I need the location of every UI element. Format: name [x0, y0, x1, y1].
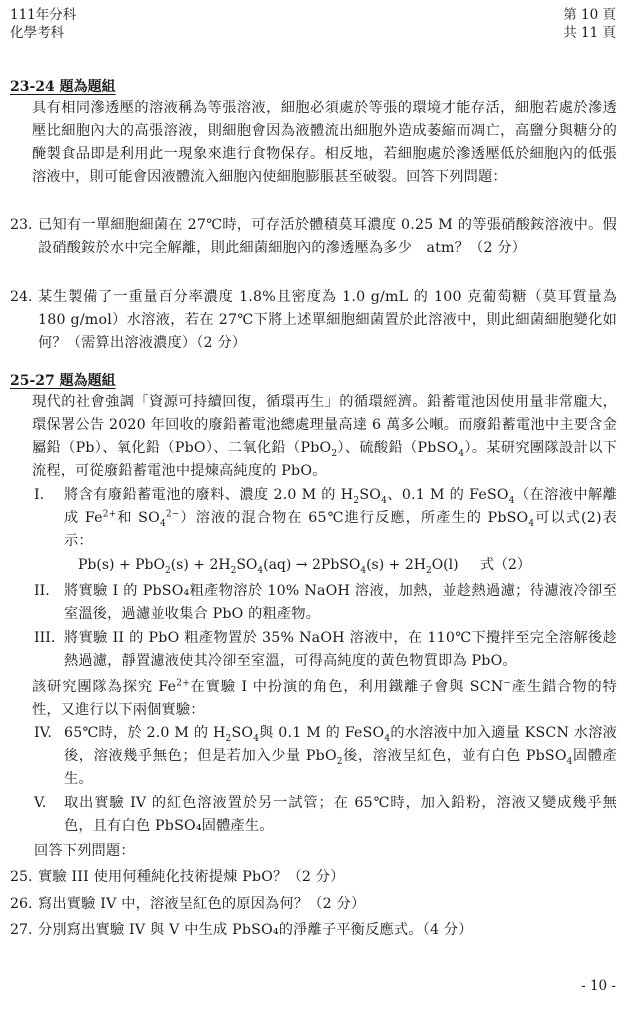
page-current: 第 10 頁 [563, 7, 616, 23]
group-intro-25-27: 現代的社會強調「資源可持續回復，循環再生」的循環經濟。鉛蓄電池因使用量非常龐大，環保署公告 2020 年回收的廢鉛蓄電池總處理量高達 6 萬多公噸。而廢鉛蓄電池中主要含金屬鉛（Pb）、氧化鉛（PbO）、二氧化鉛（PbO$_2$）、硫酸鉛（PbSO$_4$）。某研究團隊設計以下流程，可從廢鉛蓄電池中提煉高純度的 PbO。 [32, 394, 617, 479]
question-text: 已知有一單細胞細菌在 27℃時，可存活於體積莫耳濃度 0.25 M 的等張硝酸銨溶液中。假設硝酸銨於水中完全解離，則此細菌細胞內的滲透壓為多少 atm？（2 分） [38, 217, 617, 256]
question-text: 寫出實驗 IV 中，溶液呈紅色的原因為何？（2 分） [38, 896, 366, 912]
question-23 [10, 214, 617, 260]
experiment-text: 65℃時，於 2.0 M 的 $H_2SO_4$與 0.1 M 的 FeSO$_4$的水溶液中加入適量 KSCN 水溶液後，溶液幾乎無色；但是若加入少量 PbO$_2$後，溶液呈紅色，並有白色 PbSO$_4$固體產生。 [64, 725, 617, 787]
experiment-text: 將實驗 I 的 PbSO₄粗產物溶於 10% NaOH 溶液，加熱，並趁熱過濾；待濾液冷卻至室溫後，過濾並收集合 PbO 的粗產物。 [64, 583, 617, 622]
experiment-text: 取出實驗 IV 的紅色溶液置於另一試管；在 65℃時，加入鉛粉，溶液又變成幾乎無色，且有白色 PbSO₄固體產生。 [64, 795, 617, 834]
subject-name: 化學考科 [10, 25, 64, 41]
experiment-text: 將含有廢鉛蓄電池的廢料、濃度 2.0 M 的 $H_2SO_4$、0.1 M 的 FeSO$_4$（在溶液中解離成 $Fe^{2+}$和 $SO_4^{2-}$）溶液的混合物在 65℃進行反應，所產生的 PbSO$_4$可以式(2)表示： [64, 487, 618, 549]
question-text: 分別寫出實驗 IV 與 V 中生成 PbSO₄的淨離子平衡反應式。（4 分） [38, 922, 473, 938]
question-number: 26. [10, 896, 33, 912]
question-number: 23. [10, 217, 33, 233]
experiment-2 [34, 580, 617, 626]
question-text: 實驗 III 使用何種純化技術提煉 PbO？（2 分） [38, 869, 345, 885]
question-26 [10, 893, 617, 916]
experiment-number: III. [34, 630, 56, 646]
question-number: 24. [10, 289, 33, 305]
page-header-right [563, 6, 616, 42]
experiment-number: I. [34, 487, 45, 503]
experiment-5 [34, 792, 617, 838]
experiment-3 [34, 627, 617, 673]
question-number: 27. [10, 922, 33, 938]
page-header-left [10, 6, 76, 42]
group-title-25-27: 25-27 題為題組 [10, 373, 116, 389]
experiment-number: V. [34, 795, 47, 811]
answer-prompt: 回答下列問題： [34, 843, 135, 859]
experiment-number: IV. [34, 725, 52, 741]
experiment-text: 將實驗 II 的 PbO 粗產物置於 35% NaOH 溶液中，在 110℃下攪拌至完全溶解後趁熱過濾，靜置濾液使其冷卻至室溫，可得高純度的黃色物質即為 PbO。 [64, 630, 617, 669]
question-27 [10, 919, 617, 942]
question-25 [10, 866, 617, 889]
question-24 [10, 286, 617, 355]
experiment-1 [34, 484, 617, 553]
investigation-intro: 該研究團隊為探究 $Fe^{2+}$在實驗 I 中扮演的角色，利用鐵離子會與 SCN−產生錯合物的特性，又進行以下兩個實驗： [32, 678, 617, 718]
equation-text: $Pb(s) + PbO_2(s) + 2H_2SO_4(aq)$ → 2PbSO$_4$(s) + $2H_2O(l)$ [78, 557, 459, 576]
page-footer-number: - 10 - [581, 978, 616, 994]
experiment-4 [34, 722, 617, 791]
experiment-number: II. [34, 583, 50, 599]
exam-year: 111年分科 [10, 7, 77, 23]
page-total: 共 11 頁 [563, 25, 616, 41]
equation-tag: 式（2） [480, 557, 531, 573]
question-number: 25. [10, 869, 33, 885]
group-intro-23-24: 具有相同滲透壓的溶液稱為等張溶液，細胞必須處於等張的環境才能存活，細胞若處於滲透壓比細胞內大的高張溶液，則細胞會因為液體流出細胞外造成萎縮而凋亡，高鹽分與糖分的醃製食品即是利用此一現象來進行食物保存。相反地，若細胞處於滲透壓低於細胞內的低張溶液中，則可能會因液體流入細胞內使細胞膨脹甚至破裂。回答下列問題： [32, 100, 617, 185]
reaction-equation-2 [78, 554, 531, 577]
question-text: 某生製備了一重量百分率濃度 1.8%且密度為 1.0 g/mL 的 100 克葡萄糖（莫耳質量為 180 g/mol）水溶液，若在 27℃下將上述單細胞細菌置於此溶液中，則此細菌細胞變化如何？（需算出溶液濃度）（2 分） [38, 289, 617, 351]
group-title-23-24: 23-24 題為題組 [10, 79, 116, 95]
